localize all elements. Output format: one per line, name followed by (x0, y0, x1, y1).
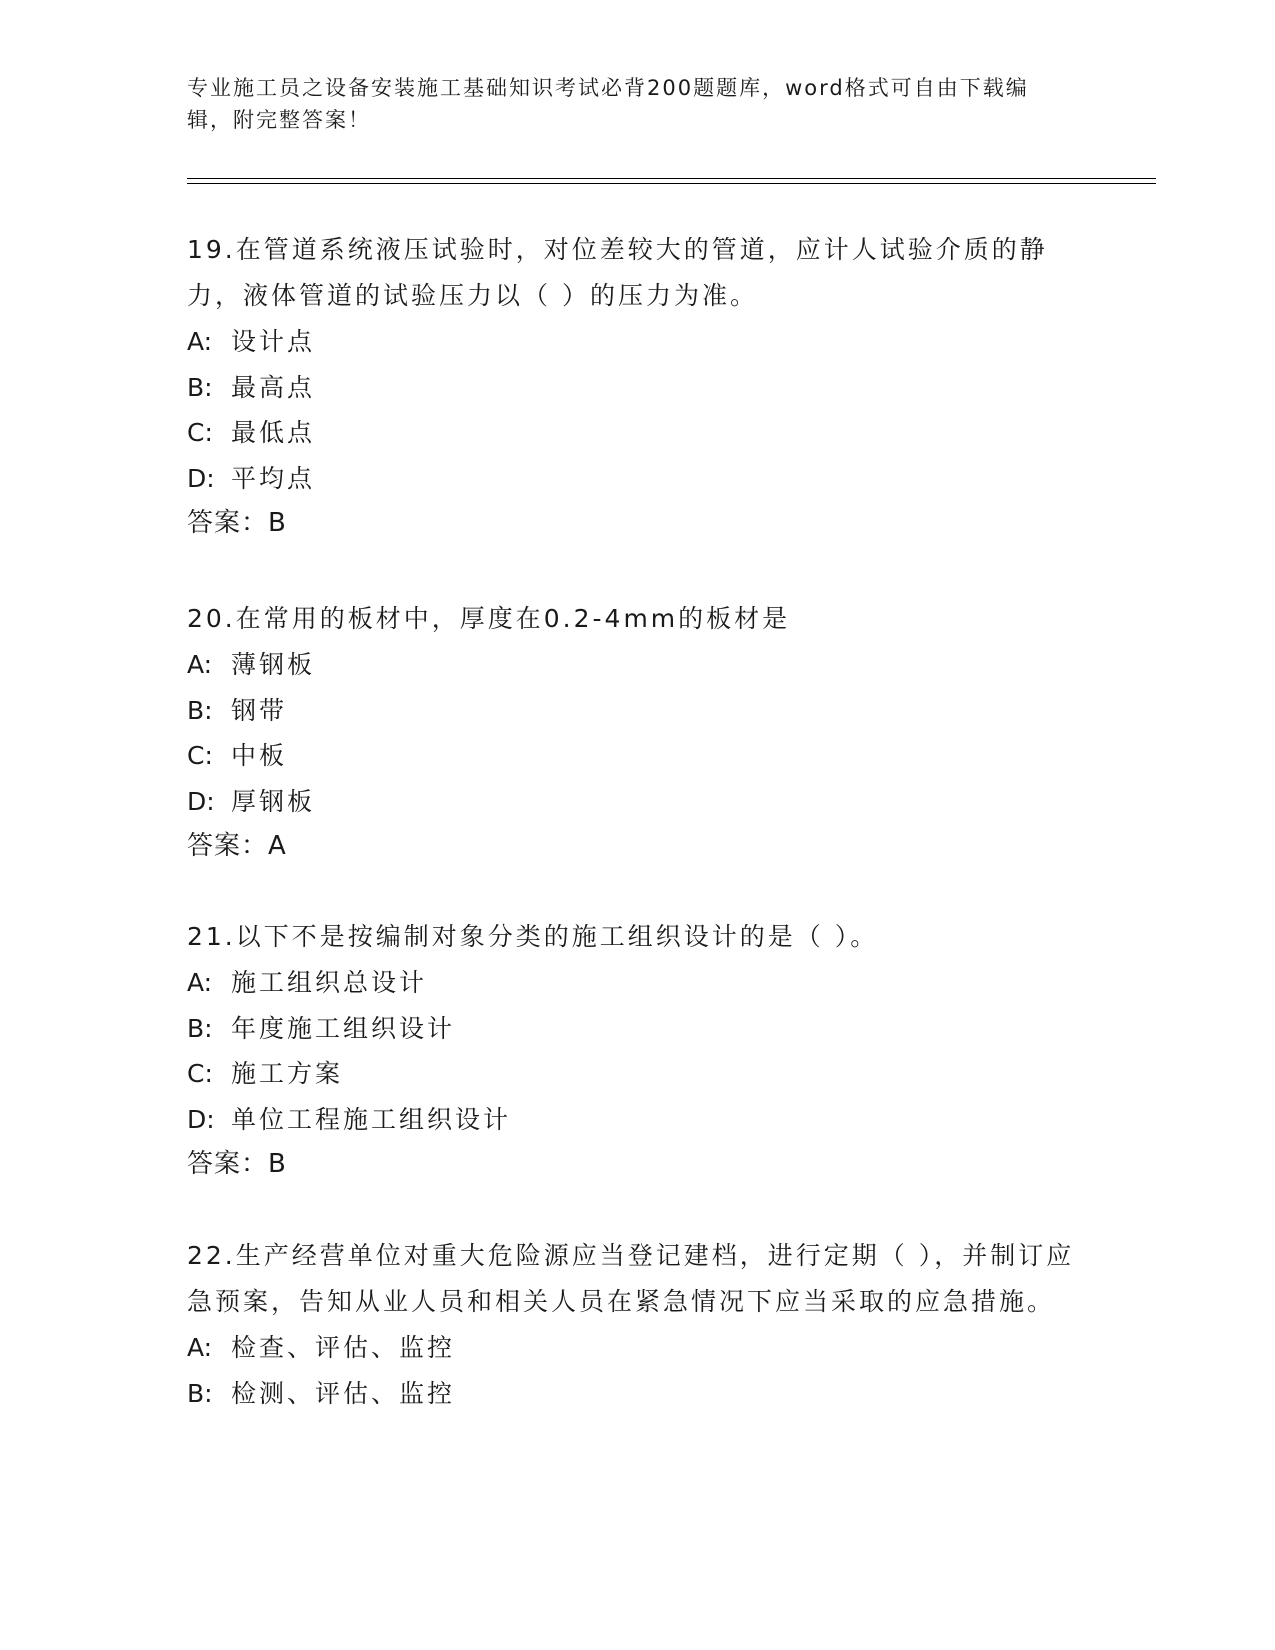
option-text: 检查、评估、监控 (231, 1333, 456, 1362)
option-letter: C: (187, 418, 213, 447)
option-letter: D: (187, 1104, 215, 1134)
option-a (187, 642, 1087, 688)
option-letter: A: (187, 327, 213, 356)
option-b (187, 688, 1087, 734)
option-letter: B: (187, 372, 213, 402)
option-letter: B: (187, 695, 213, 725)
option-letter: C: (187, 741, 213, 770)
option-letter: C: (187, 1059, 213, 1088)
option-d (187, 779, 1087, 825)
option-letter: A: (187, 968, 213, 997)
option-text: 最高点 (231, 372, 316, 402)
option-d (187, 456, 1087, 502)
option-a (187, 1325, 1087, 1371)
question-text: 19.在管道系统液压试验时，对位差较大的管道，应计人试验介质的静力，液体管道的试验压力以（ ）的压力为准。 (187, 235, 1048, 310)
option-letter: B: (187, 1378, 213, 1408)
header-rule-bottom (187, 183, 1156, 184)
option-text: 钢带 (231, 695, 288, 725)
option-text: 中板 (231, 741, 288, 770)
question-text: 20.在常用的板材中，厚度在0.2-4mm的板材是 (187, 604, 791, 633)
option-text: 厚钢板 (231, 786, 316, 816)
option-letter: A: (187, 1333, 213, 1362)
answer-label: 答案：B (187, 1149, 287, 1179)
option-text: 年度施工组织设计 (231, 1013, 456, 1043)
option-text: 平均点 (231, 463, 316, 493)
option-text: 薄钢板 (231, 650, 316, 679)
answer-label: 答案：B (187, 508, 287, 538)
option-text: 单位工程施工组织设计 (231, 1104, 512, 1134)
option-text: 设计点 (231, 327, 316, 356)
option-b (187, 1006, 1087, 1052)
option-a (187, 319, 1087, 365)
option-letter: D: (187, 786, 215, 816)
option-text: 检测、评估、监控 (231, 1378, 456, 1408)
question-22 (187, 1233, 1087, 1416)
option-a (187, 960, 1087, 1006)
option-b (187, 365, 1087, 411)
header-rule-top (187, 178, 1156, 179)
question-text: 22.生产经营单位对重大危险源应当登记建档，进行定期（ ），并制订应急预案，告知从业人员和相关人员在紧急情况下应当采取的应急措施。 (187, 1241, 1075, 1316)
question-19 (187, 227, 1087, 546)
question-20 (187, 596, 1087, 869)
option-d (187, 1097, 1087, 1143)
option-c (187, 733, 1087, 779)
option-text: 最低点 (231, 418, 316, 447)
option-b (187, 1371, 1087, 1417)
answer-label: 答案：A (187, 831, 287, 861)
option-text: 施工组织总设计 (231, 968, 428, 997)
question-text: 21.以下不是按编制对象分类的施工组织设计的是（ ）。 (187, 922, 879, 951)
option-text: 施工方案 (231, 1059, 344, 1088)
option-letter: A: (187, 650, 213, 679)
option-letter: B: (187, 1013, 213, 1043)
option-letter: D: (187, 463, 215, 493)
document-header: 专业施工员之设备安装施工基础知识考试必背200题题库，word格式可自由下载编辑，附完整答案！ (187, 76, 1029, 132)
option-c (187, 410, 1087, 456)
option-c (187, 1051, 1087, 1097)
question-21 (187, 914, 1087, 1187)
